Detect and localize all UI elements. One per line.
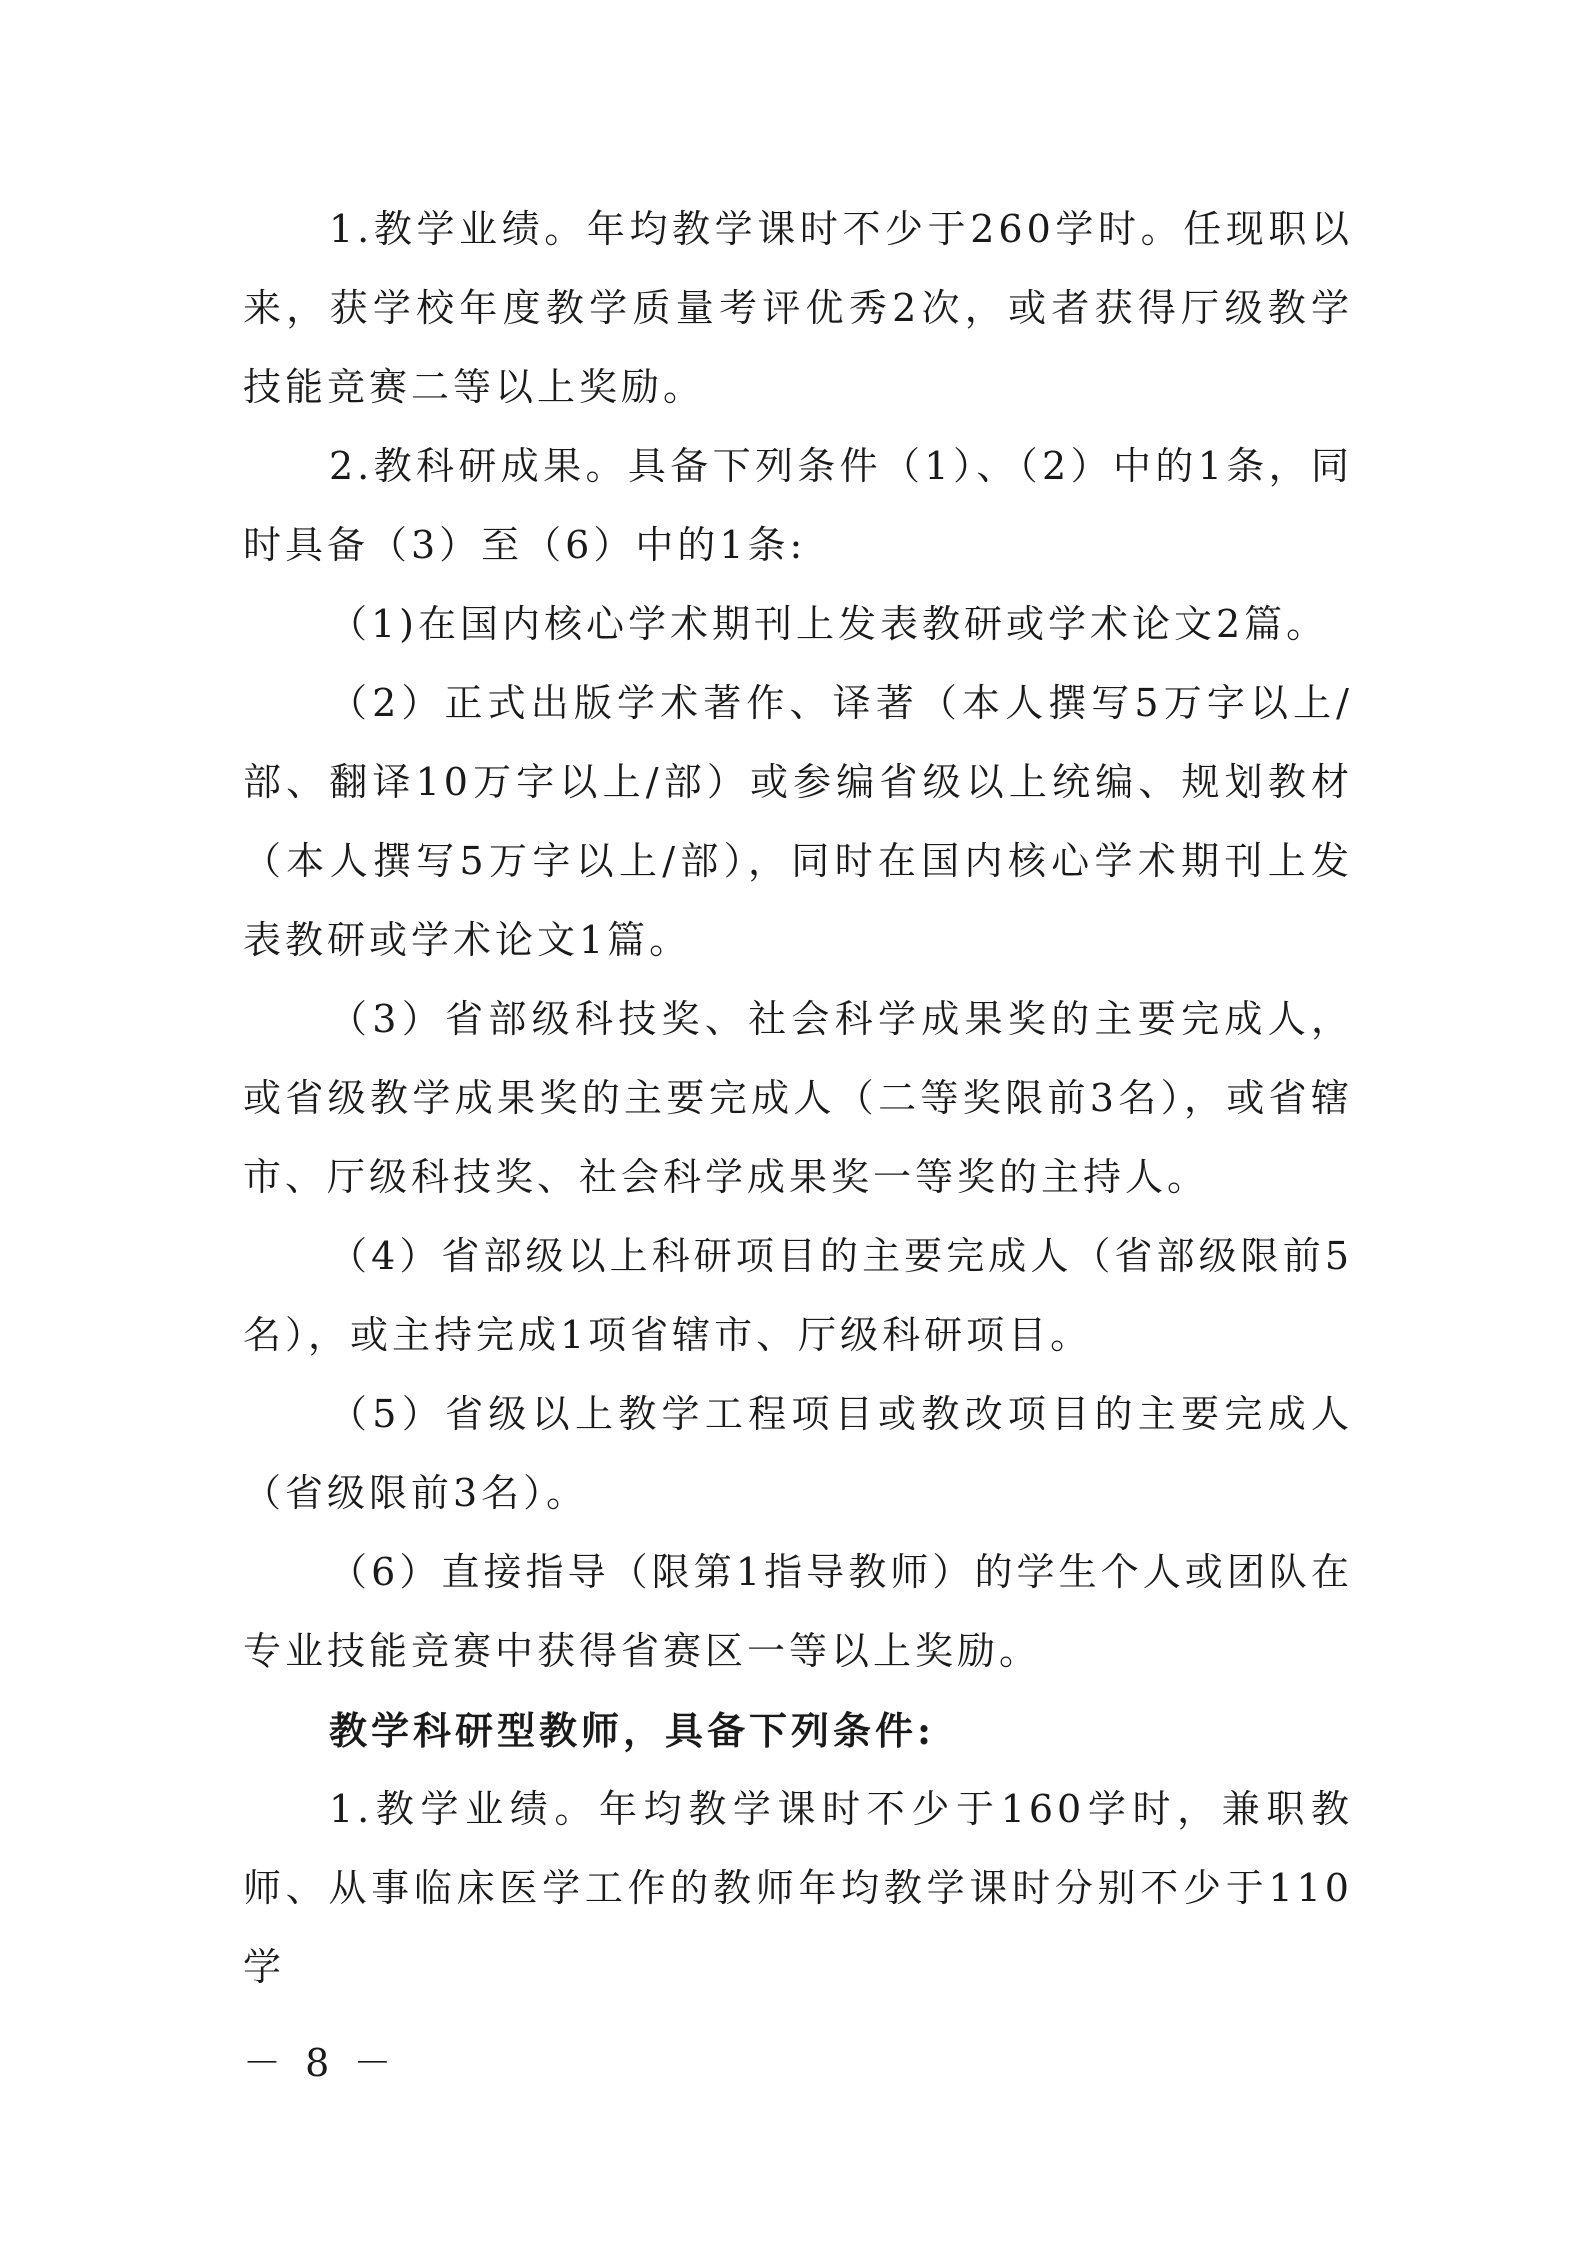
paragraph-research-results: 2.教科研成果。具备下列条件（1）、（2）中的1条，同时具备（3）至（6）中的1条: (243, 444, 1353, 567)
paragraph-condition-4: （4）省部级以上科研项目的主要完成人（省部级限前5名），或主持完成1项省辖市、厅级科研项目。 (243, 1234, 1353, 1357)
paragraph-condition-2: （2）正式出版学术著作、译著（本人撰写5万字以上/部、翻译10万字以上/部）或参编省级以上统编、规划教材（本人撰写5万字以上/部），同时在国内核心学术期刊上发表教研或学术论文1篇。 (243, 681, 1353, 962)
paragraph-teaching-performance-2: 1.教学业绩。年均教学课时不少于160学时，兼职教师、从事临床医学工作的教师年均教学课时分别不少于110学 (243, 1787, 1353, 1989)
paragraph-condition-1: （1)在国内核心学术期刊上发表教研或学术论文2篇。 (329, 602, 1329, 646)
paragraph-condition-3: （3）省部级科技奖、社会科学成果奖的主要完成人，或省级教学成果奖的主要完成人（二等奖限前3名），或省辖市、厅级科技奖、社会科学成果奖一等奖的主持人。 (243, 997, 1353, 1199)
page-number: － 8 － (243, 2041, 398, 2085)
paragraph-condition-5: （5）省级以上教学工程项目或教改项目的主要完成人（省级限前3名）。 (243, 1392, 1353, 1515)
section-heading-teaching-research: 教学科研型教师，具备下列条件: (329, 1708, 936, 1753)
paragraph-teaching-performance: 1.教学业绩。年均教学课时不少于260学时。任现职以来，获学校年度教学质量考评优秀2次，或者获得厅级教学技能竞赛二等以上奖励。 (243, 207, 1353, 409)
document-body (243, 190, 1353, 2007)
paragraph-condition-6: （6）直接指导（限第1指导教师）的学生个人或团队在专业技能竞赛中获得省赛区一等以上奖励。 (243, 1550, 1353, 1673)
